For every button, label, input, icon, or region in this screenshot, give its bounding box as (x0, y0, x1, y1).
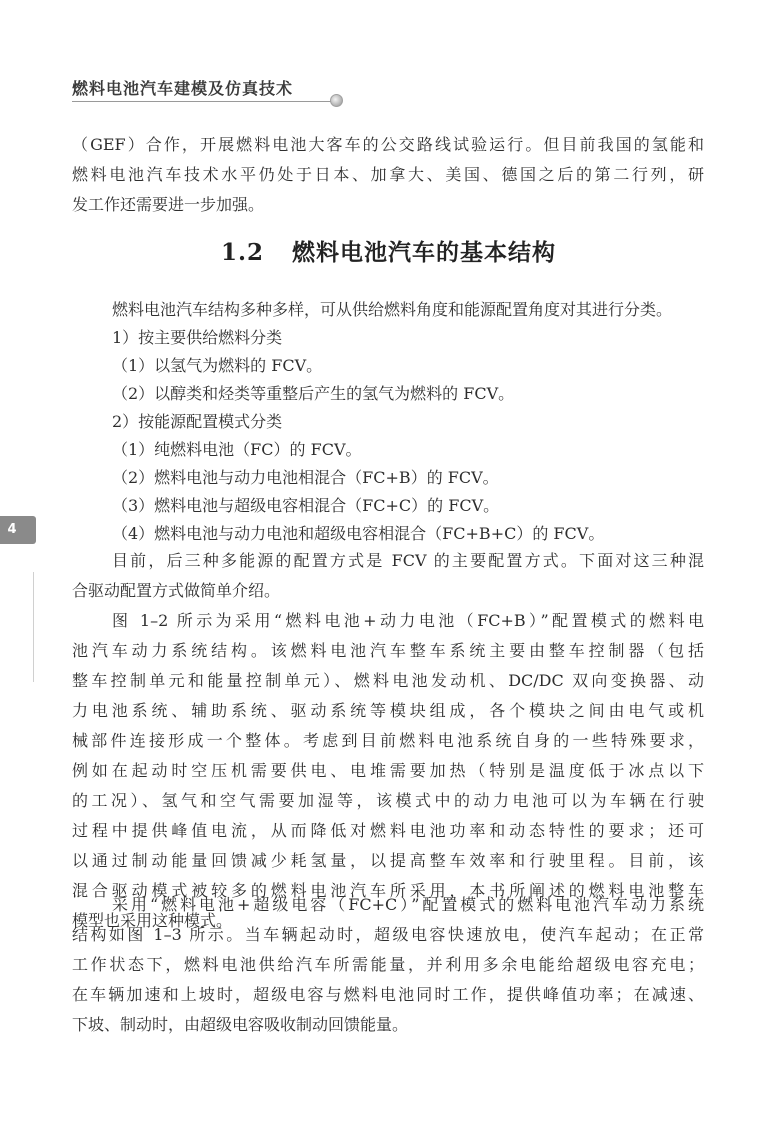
text-line: （GEF）合作，开展燃料电池大客车的公交路线试验运行。但目前我国的氢能和 (72, 135, 704, 154)
text-line: 械部件连接形成一个整体。考虑到目前燃料电池系统自身的一些特殊要求， (72, 731, 704, 750)
section-number: 1.2 (220, 239, 264, 266)
text-line: 图 1–2 所示为采用“燃料电池+动力电池（FC+B）”配置模式的燃料电 (112, 611, 704, 630)
page-number: 4 (7, 522, 17, 537)
list-item: （2）燃料电池与动力电池相混合（FC+B）的 FCV。 (112, 468, 499, 487)
header-rule (72, 101, 334, 102)
text-line: 采用“燃料电池+超级电容（FC+C）”配置模式的燃料电池汽车动力系统 (112, 895, 704, 914)
text-line: 合驱动配置方式做简单介绍。 (72, 581, 281, 600)
list-item: 2）按能源配置模式分类 (112, 412, 283, 431)
text-line: 发工作还需要进一步加强。 (72, 195, 265, 214)
running-title: 燃料电池汽车建模及仿真技术 (72, 79, 294, 98)
edge-rule (33, 572, 34, 682)
section-title-text: 燃料电池汽车的基本结构 (292, 239, 556, 266)
list-item: （4）燃料电池与动力电池和超级电容相混合（FC+B+C）的 FCV。 (112, 524, 605, 543)
running-header (72, 76, 352, 106)
list-item: 1）按主要供给燃料分类 (112, 328, 283, 347)
text-line: 目前，后三种多能源的配置方式是 FCV 的主要配置方式。下面对这三种混 (112, 551, 704, 570)
header-ornament-icon (330, 94, 343, 107)
section-heading (0, 234, 777, 267)
list-item: （3）燃料电池与超级电容相混合（FC+C）的 FCV。 (112, 496, 500, 515)
list-item: （1）以氢气为燃料的 FCV。 (112, 356, 323, 375)
text-line: 模型也采用这种模式。 (72, 911, 233, 930)
intro-paragraph (72, 130, 704, 220)
text-line: 例如在起动时空压机需要供电、电堆需要加热（特别是温度低于冰点以下 (72, 761, 704, 780)
text-line: 在车辆加速和上坡时，超级电容与燃料电池同时工作，提供峰值功率；在减速、 (72, 985, 704, 1004)
page-number-tab (0, 516, 36, 544)
text-line: 结构如图 1–3 所示。当车辆起动时，超级电容快速放电，使汽车起动；在正常 (72, 925, 704, 944)
text-line: 燃料电池汽车技术水平仍处于日本、加拿大、美国、德国之后的第二行列，研 (72, 165, 704, 184)
text-line: 的工况）、氢气和空气需要加湿等，该模式中的动力电池可以为车辆在行驶 (72, 791, 704, 810)
text-line: 混合驱动模式被较多的燃料电池汽车所采用，本书所阐述的燃料电池整车 (72, 881, 704, 900)
list-item: 燃料电池汽车结构多种多样，可从供给燃料角度和能源配置角度对其进行分类。 (112, 300, 673, 319)
text-line: 过程中提供峰值电流，从而降低对燃料电池功率和动态特性的要求；还可 (72, 821, 704, 840)
list-item: （1）纯燃料电池（FC）的 FCV。 (112, 440, 362, 459)
text-line: 工作状态下，燃料电池供给汽车所需能量，并利用多余电能给超级电容充电； (72, 955, 704, 974)
text-line: 以通过制动能量回馈减少耗氢量，以提高整车效率和行驶里程。目前，该 (72, 851, 704, 870)
text-line: 力电池系统、辅助系统、驱动系统等模块组成，各个模块之间由电气或机 (72, 701, 704, 720)
text-line: 下坡、制动时，由超级电容吸收制动回馈能量。 (72, 1015, 409, 1034)
paragraph-2 (72, 546, 704, 606)
paragraph-3 (72, 606, 704, 936)
paragraph-4 (72, 890, 704, 1040)
text-line: 整车控制单元和能量控制单元）、燃料电池发动机、DC/DC 双向变换器、动 (72, 671, 704, 690)
text-line: 池汽车动力系统结构。该燃料电池汽车整车系统主要由整车控制器（包括 (72, 641, 704, 660)
list-item: （2）以醇类和烃类等重整后产生的氢气为燃料的 FCV。 (112, 384, 515, 403)
